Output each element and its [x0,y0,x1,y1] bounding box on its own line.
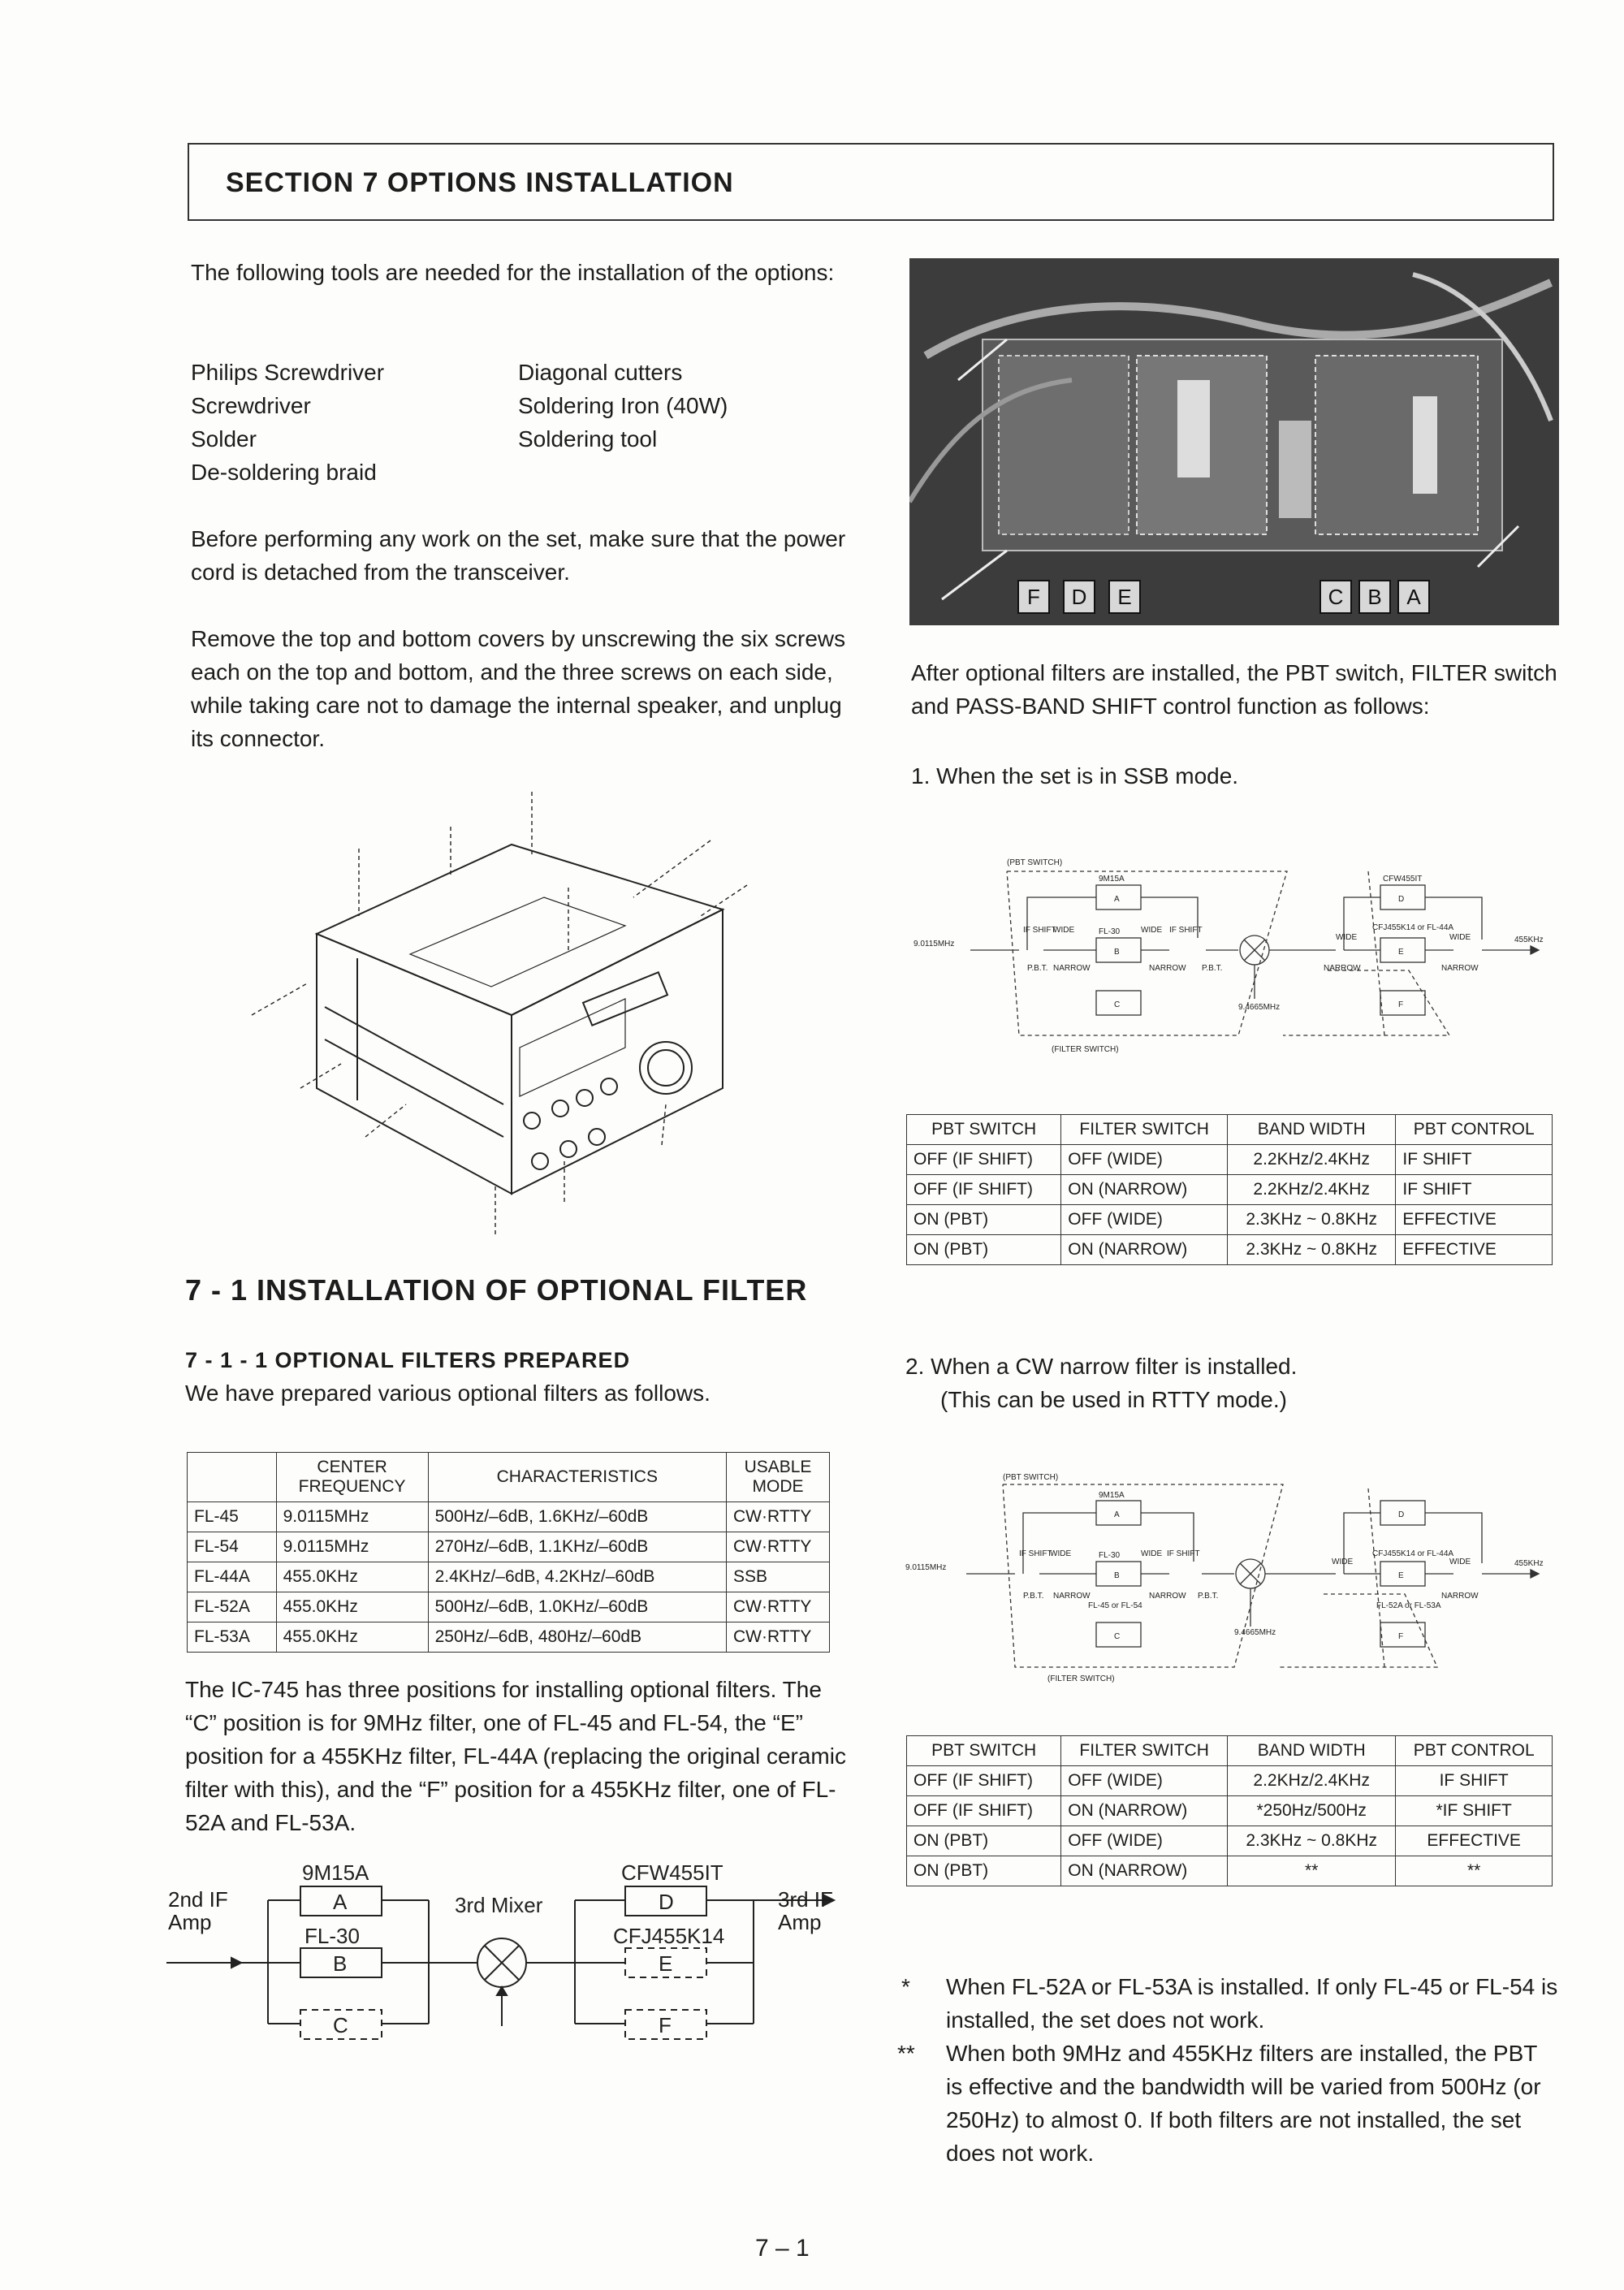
cw-filter-diagram [905,1468,1555,1687]
table-cell: ON (NARROW) [1061,1796,1228,1826]
cw-cfj-label: CFJ455K14 or FL-44A [1372,1549,1454,1558]
table-cell: OFF (WIDE) [1061,1766,1228,1796]
ssb-box-b: B [1114,948,1120,957]
table-header-row [188,1453,830,1502]
cw-lo-freq: 9.4665MHz [1234,1628,1276,1637]
power-cord-text: Before performing any work on the set, make sure that the power cord is detached from the transceiver. [191,526,846,585]
cw-box-c: C [1114,1632,1121,1641]
ssb-cfj-label: CFJ455K14 or FL-44A [1372,923,1454,932]
tool-item: Solder [191,426,257,452]
cw-box-b: B [1114,1571,1120,1580]
cw-narrow-right: NARROW [1441,1592,1479,1601]
table-row [188,1622,830,1653]
ssb-filter-diagram [914,849,1555,1068]
table-cell: EFFECTIVE [1396,1205,1553,1235]
note2-mark: ** [897,2041,915,2066]
table-cell: OFF (IF SHIFT) [907,1175,1061,1205]
prepared-text: We have prepared various optional filters as follows. [185,1380,710,1406]
table-cell: CW·RTTY [727,1502,830,1532]
page-number: 7 – 1 [755,2235,810,2262]
table-cell: OFF (IF SHIFT) [907,1796,1061,1826]
table-cell: OFF (WIDE) [1061,1145,1228,1175]
table-row [907,1205,1553,1235]
block-in-label: 2nd IF Amp [168,1887,228,1934]
case-cw-text-line2: (This can be used in RTTY mode.) [940,1387,1287,1412]
tools-left-list [191,356,499,489]
ssb-wide-mid: WIDE [1141,926,1163,935]
cw-wide-left: WIDE [1050,1549,1072,1558]
table-cell: FL-44A [188,1562,277,1592]
table-cell: 500Hz/–6dB, 1.0KHz/–60dB [428,1592,726,1622]
ssb-narrow-right: NARROW [1324,964,1361,973]
table-cell: 250Hz/–6dB, 480Hz/–60dB [428,1622,726,1653]
cw-freq-in: 9.0115MHz [905,1563,947,1572]
ssb-pbt-switch-label: (PBT SWITCH) [1007,858,1063,867]
header-cell: USABLE MODE [727,1453,830,1502]
heading-7-1-1: 7 - 1 - 1 OPTIONAL FILTERS PREPARED [185,1348,631,1372]
photo-label-b: B [1358,580,1391,614]
block-a: A [333,1890,348,1914]
transceiver-exploded-drawing [244,780,812,1242]
tool-item: De-soldering braid [191,460,377,485]
ic745-positions-text: The IC-745 has three positions for installing optional filters. The “C” position is for 9MHz filter, one of FL-45 and FL-54, the “E” position for a 455KHz filter, FL-44A (replacing the original ceramic filter with this), and the “F” position for a 455KHz filter, one of FL-52A and FL-53A. [185,1677,846,1835]
table-cell: EFFECTIVE [1396,1826,1553,1856]
header-cell: CHARACTERISTICS [428,1453,726,1502]
cw-box-e: E [1398,1571,1404,1580]
table-cell: *IF SHIFT [1396,1796,1553,1826]
block-e: E [659,1951,673,1976]
table-cell: IF SHIFT [1396,1145,1553,1175]
filter-block-diagram [166,1864,881,2083]
cw-f-filters: FL-52A or FL-53A [1376,1601,1441,1610]
intro-text: The following tools are needed for the installation of the options: [191,260,835,285]
table-row [907,1235,1553,1265]
ssb-wide-right2: WIDE [1449,933,1471,942]
header-cell: PBT CONTROL [1396,1115,1553,1145]
case-ssb-text: 1. When the set is in SSB mode. [911,763,1239,789]
table-cell: ** [1228,1856,1396,1886]
table-cell: *250Hz/500Hz [1228,1796,1396,1826]
table-row [907,1796,1553,1826]
photo-label-a: A [1397,580,1430,614]
table-cell: OFF (IF SHIFT) [907,1766,1061,1796]
ssb-9m15a-label: 9M15A [1099,875,1125,884]
ssb-box-d: D [1398,895,1405,904]
cw-pbt-right: P.B.T. [1198,1592,1219,1601]
table-row [188,1592,830,1622]
tools-right-list [518,356,843,456]
cw-box-d: D [1398,1510,1405,1519]
ssb-cfw455it-label: CFW455IT [1383,875,1423,884]
table-cell: ON (PBT) [907,1826,1061,1856]
cw-narrow-left: NARROW [1053,1592,1091,1601]
table-cell: ** [1396,1856,1553,1886]
table-cell: ON (NARROW) [1061,1856,1228,1886]
cw-9m15a-label: 9M15A [1099,1491,1125,1500]
table-row [188,1562,830,1592]
cw-if-shift-left: IF SHIFT [1019,1549,1052,1558]
heading-7-1: 7 - 1 INSTALLATION OF OPTIONAL FILTER [185,1273,808,1307]
block-fl30-label: FL-30 [304,1924,360,1948]
ssb-filter-switch-label: (FILTER SWITCH) [1052,1045,1119,1054]
cw-wide-mid: WIDE [1141,1549,1163,1558]
cw-fl30-label: FL-30 [1099,1551,1121,1560]
cw-pbt-switch-label: (PBT SWITCH) [1003,1473,1059,1482]
cw-box-f: F [1398,1632,1404,1641]
note1-mark: * [901,1974,910,1999]
table-cell: 9.0115MHz [276,1532,428,1562]
table-cell: 455.0KHz [276,1562,428,1592]
table-cell: OFF (IF SHIFT) [907,1145,1061,1175]
cw-box-a: A [1114,1510,1120,1519]
table-header-row [907,1115,1553,1145]
table-cell: FL-52A [188,1592,277,1622]
photo-label-d: D [1063,580,1095,614]
table-row [907,1175,1553,1205]
tool-item: Screwdriver [191,393,311,418]
cw-narrow-mid: NARROW [1149,1592,1186,1601]
cw-wide-right2: WIDE [1449,1558,1471,1566]
tool-item: Diagonal cutters [518,360,683,385]
table-row [188,1502,830,1532]
ssb-narrow-right2: NARROW [1441,964,1479,973]
tool-item: Philips Screwdriver [191,360,385,385]
table-cell: IF SHIFT [1396,1175,1553,1205]
block-out-label: 3rd IF Amp [778,1887,833,1934]
block-9m15a-label: 9M15A [302,1864,369,1885]
table-cell: FL-53A [188,1622,277,1653]
table-cell: CW·RTTY [727,1622,830,1653]
cw-mode-table [906,1735,1553,1886]
header-cell: PBT SWITCH [907,1115,1061,1145]
ssb-box-a: A [1114,895,1120,904]
table-cell: ON (NARROW) [1061,1235,1228,1265]
circuit-board-illustration [909,258,1559,625]
table-row [907,1826,1553,1856]
table-cell: ON (PBT) [907,1235,1061,1265]
ssb-mode-table [906,1114,1553,1265]
ssb-pbt-right: P.B.T. [1202,964,1223,973]
ssb-box-f: F [1398,1000,1404,1009]
table-cell: 500Hz/–6dB, 1.6KHz/–60dB [428,1502,726,1532]
header-cell: BAND WIDTH [1228,1115,1396,1145]
block-f: F [659,2013,672,2037]
cw-pbt-left: P.B.T. [1023,1592,1044,1601]
table-cell: 2.2KHz/2.4KHz [1228,1766,1396,1796]
table-cell: 2.3KHz ~ 0.8KHz [1228,1205,1396,1235]
header-cell: CENTER FREQUENCY [276,1453,428,1502]
table-cell: 455.0KHz [276,1592,428,1622]
header-cell: FILTER SWITCH [1061,1736,1228,1766]
ssb-wide-left: WIDE [1053,926,1075,935]
ssb-freq-out: 455KHz [1514,935,1544,944]
table-row [188,1532,830,1562]
after-install-text: After optional filters are installed, the PBT switch, FILTER switch and PASS-BAND SHIFT control function as follows: [911,660,1557,719]
ssb-box-c: C [1114,1000,1121,1009]
ssb-if-shift-left: IF SHIFT [1023,926,1056,935]
table-cell: 455.0KHz [276,1622,428,1653]
header-cell [188,1453,277,1502]
table-cell: 2.4KHz/–6dB, 4.2KHz/–60dB [428,1562,726,1592]
table-cell: 2.3KHz ~ 0.8KHz [1228,1235,1396,1265]
table-cell: FL-45 [188,1502,277,1532]
table-row [907,1766,1553,1796]
note1-text: When FL-52A or FL-53A is installed. If only FL-45 or FL-54 is installed, the set does not work. [946,1974,1558,2033]
cw-freq-out: 455KHz [1514,1559,1544,1568]
photo-label-f: F [1017,580,1050,614]
table-cell: 2.3KHz ~ 0.8KHz [1228,1826,1396,1856]
table-cell: 270Hz/–6dB, 1.1KHz/–60dB [428,1532,726,1562]
table-cell: 9.0115MHz [276,1502,428,1532]
block-c: C [333,2013,348,2037]
table-row [907,1145,1553,1175]
ssb-narrow-left: NARROW [1053,964,1091,973]
cw-filter-switch-label: (FILTER SWITCH) [1047,1674,1115,1683]
table-cell: CW·RTTY [727,1592,830,1622]
table-cell: ON (PBT) [907,1205,1061,1235]
block-cfj455k14-label: CFJ455K14 [613,1924,725,1948]
table-cell: ON (PBT) [907,1856,1061,1886]
block-cfw455it-label: CFW455IT [621,1864,723,1885]
block-b: B [333,1951,348,1976]
table-cell: OFF (WIDE) [1061,1205,1228,1235]
ssb-freq-in: 9.0115MHz [914,940,955,948]
cw-if-shift-right: IF SHIFT [1167,1549,1200,1558]
table-cell: OFF (WIDE) [1061,1826,1228,1856]
photo-label-c: C [1320,580,1352,614]
filters-table [187,1452,830,1653]
block-d: D [659,1890,674,1914]
cw-c-filters: FL-45 or FL-54 [1088,1601,1142,1610]
table-cell: 2.2KHz/2.4KHz [1228,1145,1396,1175]
ssb-fl30-label: FL-30 [1099,927,1121,936]
ssb-lo-freq: 9.4665MHz [1238,1003,1281,1012]
header-cell: PBT SWITCH [907,1736,1061,1766]
table-header-row [907,1736,1553,1766]
header-cell: FILTER SWITCH [1061,1115,1228,1145]
header-cell: BAND WIDTH [1228,1736,1396,1766]
ssb-narrow-mid: NARROW [1149,964,1186,973]
cw-wide-right: WIDE [1332,1558,1354,1566]
block-mixer-label: 3rd Mixer [455,1893,543,1917]
table-cell: FL-54 [188,1532,277,1562]
internal-photo [909,258,1559,625]
table-row [907,1856,1553,1886]
ssb-box-e: E [1398,948,1404,957]
section-title: SECTION 7 OPTIONS INSTALLATION [226,167,734,198]
table-cell: SSB [727,1562,830,1592]
case-cw-text-line1: 2. When a CW narrow filter is installed. [905,1354,1298,1379]
ssb-wide-right: WIDE [1336,933,1358,942]
table-cell: EFFECTIVE [1396,1235,1553,1265]
note2-text: When both 9MHz and 455KHz filters are installed, the PBT is effective and the bandwidth will be varied from 500Hz (or 250Hz) to almost 0. If both filters are not installed, the set does not work. [946,2041,1541,2166]
ssb-pbt-left: P.B.T. [1027,964,1048,973]
tool-item: Soldering tool [518,426,658,452]
table-cell: CW·RTTY [727,1532,830,1562]
table-cell: 2.2KHz/2.4KHz [1228,1175,1396,1205]
table-cell: ON (NARROW) [1061,1175,1228,1205]
remove-covers-text: Remove the top and bottom covers by unscrewing the six screws each on the top and bottom, and the three screws on each side, while taking care not to damage the internal speaker, and unplug its connector. [191,626,846,751]
photo-label-e: E [1108,580,1141,614]
ssb-if-shift-right: IF SHIFT [1169,926,1203,935]
section-header [188,143,1554,221]
tool-item: Soldering Iron (40W) [518,393,728,418]
header-cell: PBT CONTROL [1396,1736,1553,1766]
table-cell: IF SHIFT [1396,1766,1553,1796]
